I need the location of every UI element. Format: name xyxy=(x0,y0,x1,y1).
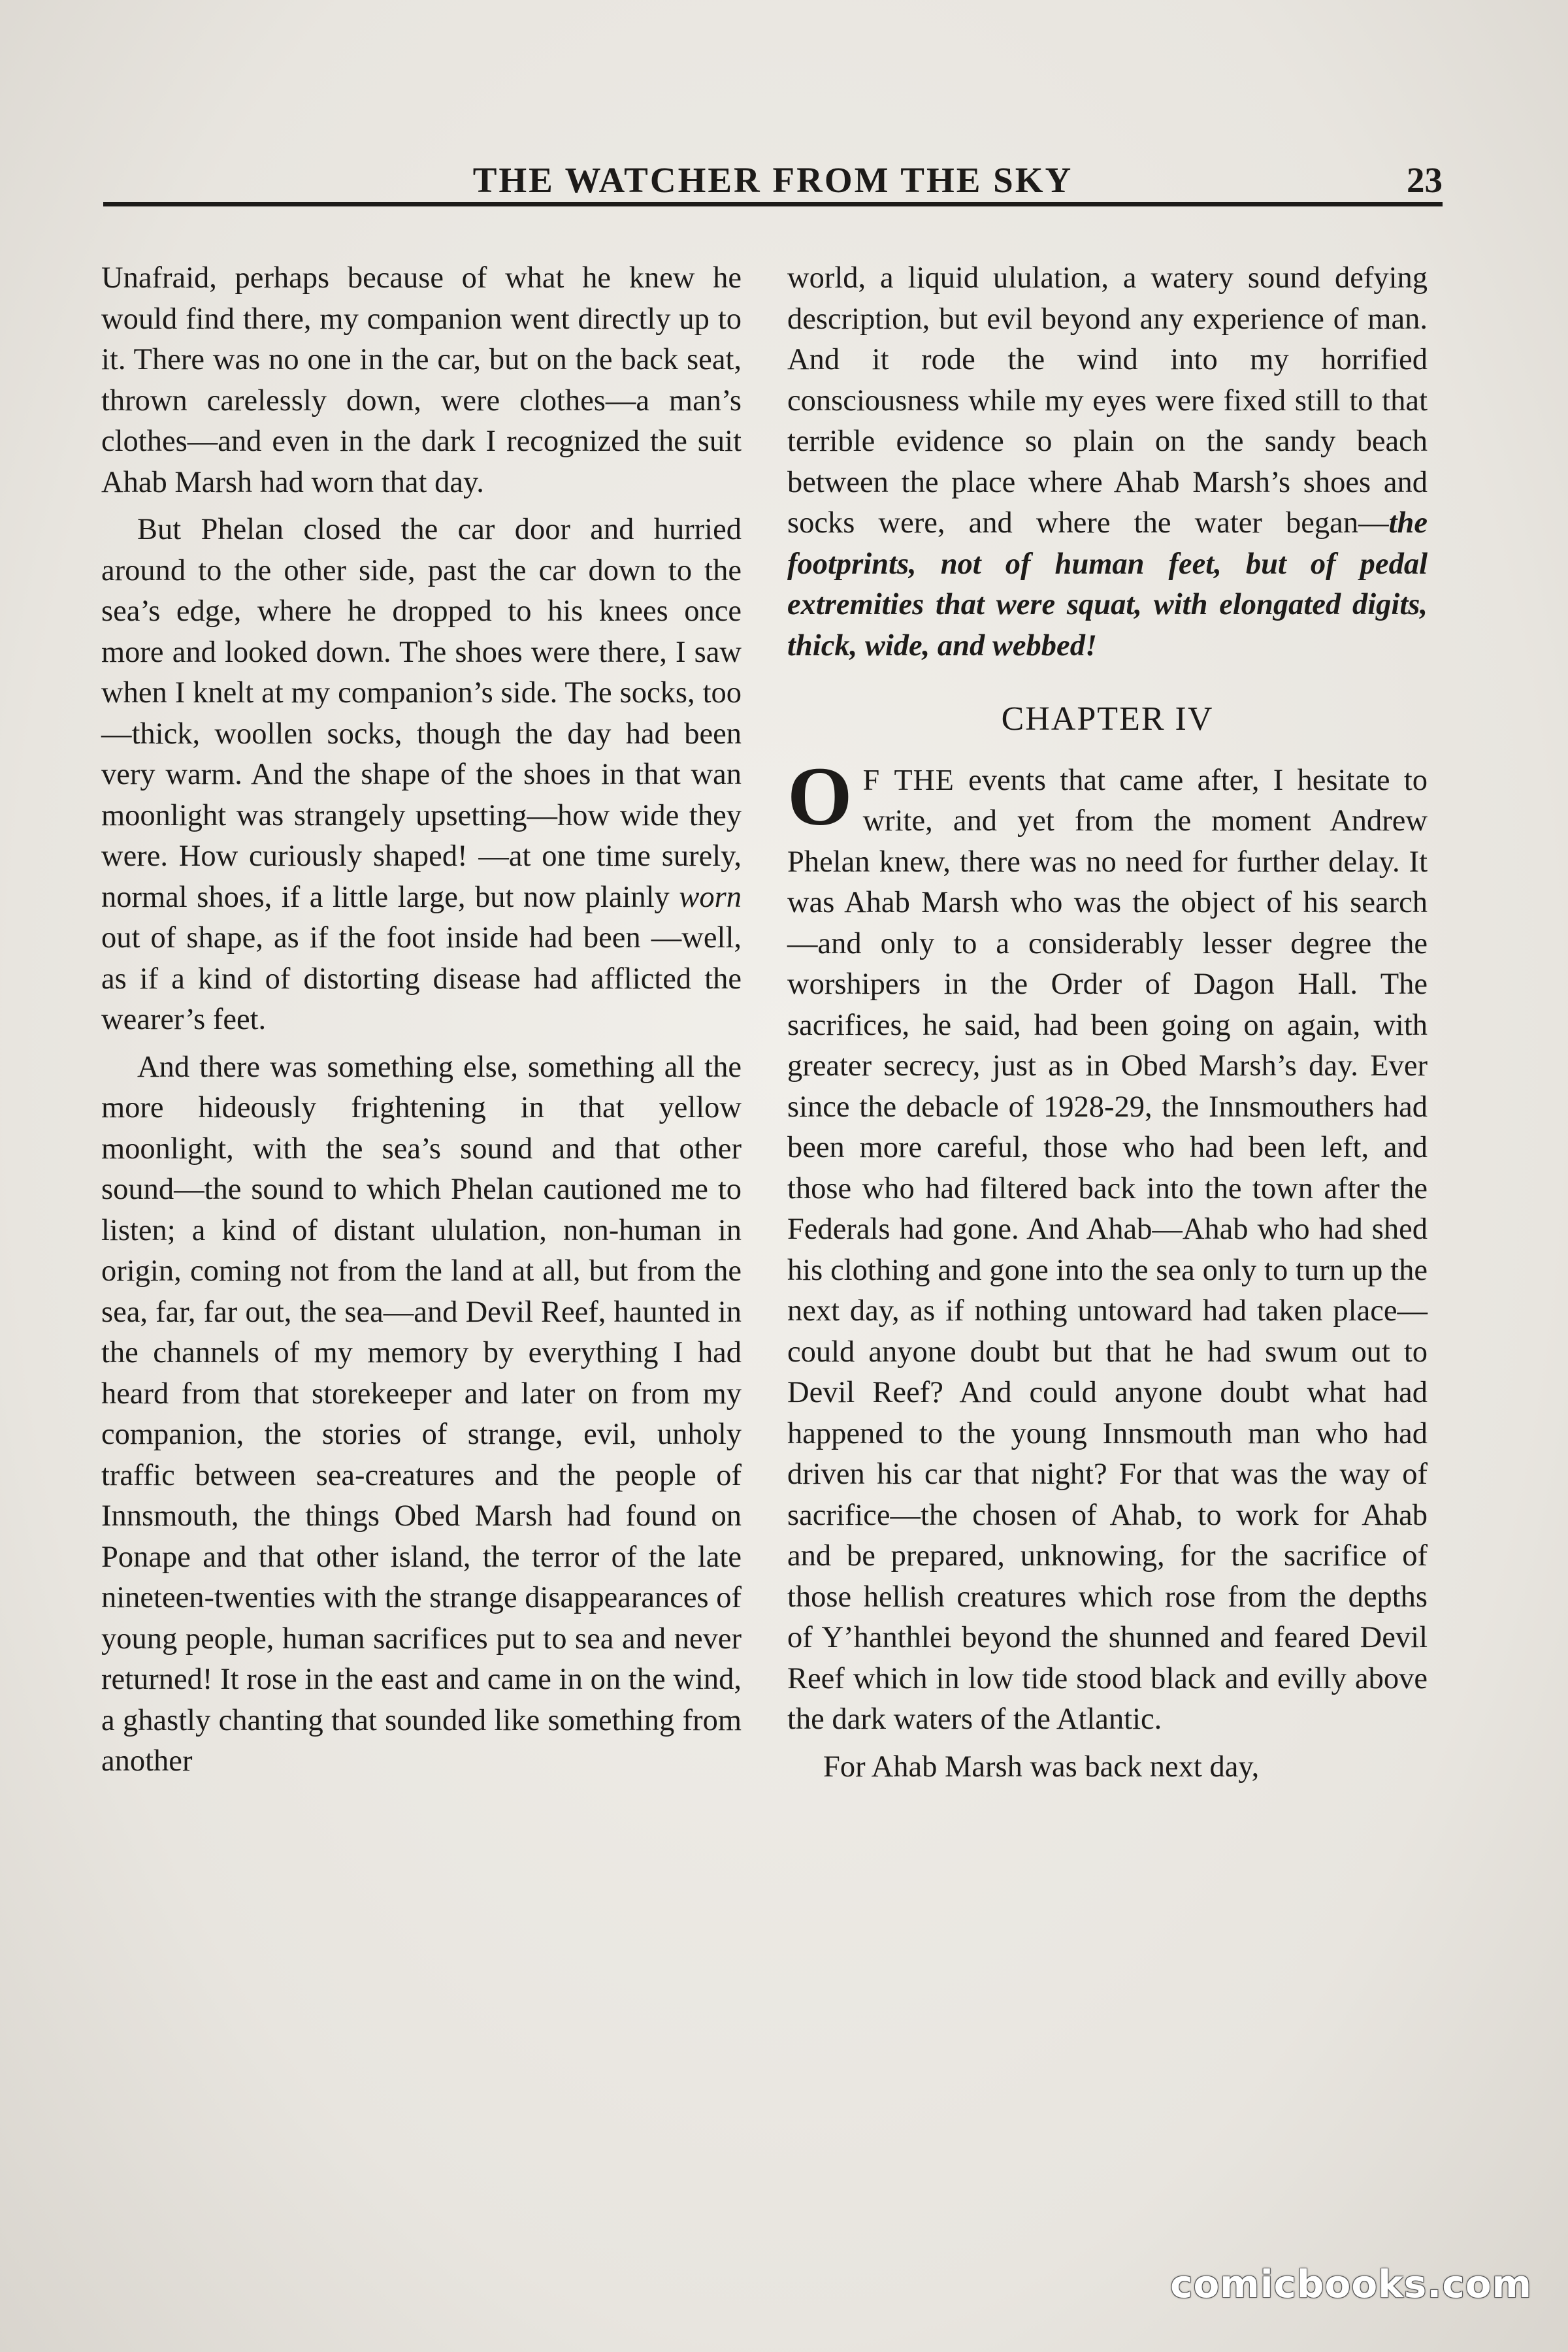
watermark: comicbooks.com xyxy=(1170,2262,1532,2306)
paragraph xyxy=(787,749,1428,1740)
small-caps-lead: F THE xyxy=(862,762,955,796)
paragraph xyxy=(101,510,742,1041)
paragraph-text: Unafraid, perhaps because of what he knew he would find there, my companion went directly up to it. There was no one in the car, but on the back seat, thrown carelessly down, were clothes—a man’s clothes—and even in the dark I recognized the suit Ahab Marsh had worn that day. xyxy=(101,261,742,499)
italic-passage: the footprints, not of human feet, but of pedal extremities that were squat, with elongated digits, thick, wide, and webbed! xyxy=(787,506,1428,662)
paragraph-text: out of shape, as if the foot inside had been —well, as if a kind of distorting disease had afflicted the wearer’s feet. xyxy=(101,921,742,1036)
paragraph xyxy=(787,1747,1428,1788)
paragraph xyxy=(787,258,1428,666)
chapter-heading: CHAPTER IV xyxy=(1001,700,1214,738)
paragraph-text: And there was something else, something all the more hideously frightening in that yellow moonlight, with the sea’s sound and that other sound—the sound to which Phelan cautioned me to listen; a kind of distant ululation, non-human in origin, coming not from the land at all, but from the sea, far, far out, the sea—and Devil Reef, haunted in the channels of my memory by everything I had heard from that storekeeper and later on from my companion, the stories of strange, evil, unholy traffic between sea-creatures and the people of Innsmouth, the things Obed Marsh had found on Ponape and that other island, the terror of the late nineteen-twenties with the strange disappearances of young people, human sacrifices put to sea and never returned! It rose in the east and came in on the wind, a ghastly chanting that sounded like something from another xyxy=(101,1050,742,1778)
paragraph-text: But Phelan closed the car door and hurried around to the other side, past the car down to the sea’s edge, where he dropped to his knees once more and looked down. The shoes were there, I saw when I knelt at my companion’s side. The socks, too—thick, woollen socks, though the day had been very warm. And the shape of the shoes in that wan moonlight was strangely upsetting—how wide they were. How curiously shaped! —at one time surely, normal shoes, if a little large, but now plainly xyxy=(101,513,742,914)
page-number: 23 xyxy=(1407,160,1443,200)
running-title: THE WATCHER FROM THE SKY xyxy=(472,160,1073,200)
paragraph xyxy=(101,1047,742,1782)
paragraph-text: events that came after, I hesitate to write, and yet from the moment Andrew Phelan knew, there was no need for further delay. It was Ahab Marsh who was the object of his search —and only to a considerably lesser degree the worshipers in the Order of Dagon Hall. The sacrifices, he said, had been going on again, with greater secrecy, just as in Obed Marsh’s day. Ever since the debacle of 1928-29, the Innsmouthers had been more careful, those who had been left, and those who had filtered back into the town after the Federals had gone. And Ahab—Ahab who had shed his clothing and gone into the sea only to turn up the next day, as if nothing untoward had taken place—could anyone doubt but that he had swum out to Devil Reef? And could anyone doubt what had happened to the young Innsmouth man who had driven his car that night? For that was the way of sacrifice—the chosen of Ahab, to work for Ahab and be prepared, unknowing, for the sacrifice of those hellish creatures which rose from the depths of Y’hanthlei beyond the shunned and feared Devil Reef which in low tide stood black and evilly above the dark waters of the Atlantic. xyxy=(787,763,1428,1736)
drop-cap: O xyxy=(787,749,853,843)
right-column xyxy=(787,258,1428,2153)
header-rule xyxy=(103,202,1443,206)
paragraph xyxy=(101,258,742,503)
italic-word: worn xyxy=(679,880,742,914)
left-column xyxy=(101,258,742,2153)
paragraph-text: For Ahab Marsh was back next day, xyxy=(823,1750,1260,1784)
page-header xyxy=(103,155,1443,208)
paragraph-text: world, a liquid ululation, a watery sound defying description, but evil beyond any experience of man. And it rode the wind into my horrified consciousness while my eyes were fixed still to that terrible evidence so plain on the sandy beach between the place where Ahab Marsh’s shoes and socks were, and where the water began— xyxy=(787,261,1428,540)
